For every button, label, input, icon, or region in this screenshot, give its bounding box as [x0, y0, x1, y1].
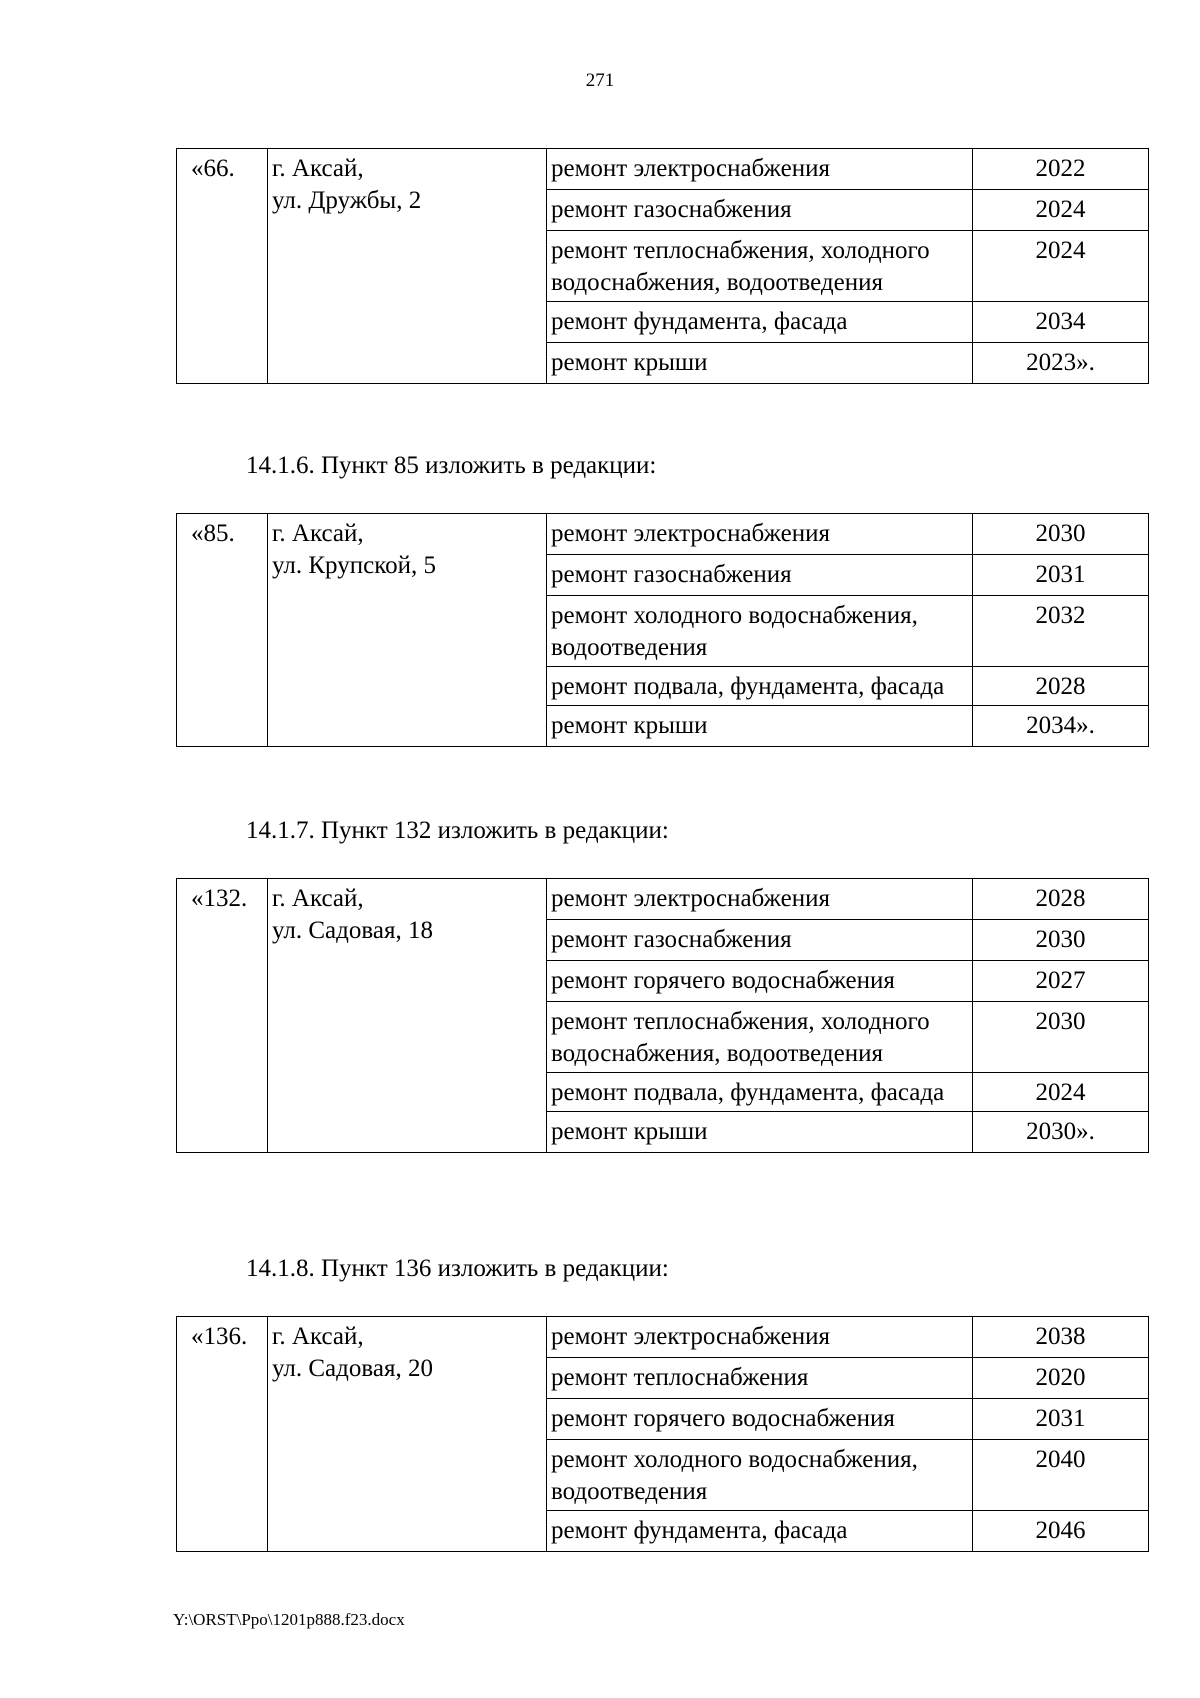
repair-schedule-table-85 — [176, 513, 1149, 747]
work-type: ремонт фундамента, фасада — [547, 302, 973, 343]
work-year: 2030 — [973, 514, 1149, 555]
work-type: ремонт теплоснабжения — [547, 1358, 973, 1399]
work-type: ремонт фундамента, фасада — [547, 1511, 973, 1552]
work-type: ремонт крыши — [547, 1112, 973, 1153]
work-year: 2030 — [973, 920, 1149, 961]
work-year: 2023». — [973, 343, 1149, 384]
address-city: г. Аксай, — [272, 520, 364, 547]
work-year: 2028 — [973, 667, 1149, 706]
work-type: ремонт подвала, фундамента, фасада — [547, 1073, 973, 1112]
work-type: ремонт электроснабжения — [547, 149, 973, 190]
work-year: 2034». — [973, 706, 1149, 747]
work-year: 2027 — [973, 961, 1149, 1002]
work-type: ремонт холодного водоснабжения, водоотведения — [547, 596, 973, 667]
repair-schedule-table-132 — [176, 878, 1149, 1153]
work-type: ремонт крыши — [547, 343, 973, 384]
address-street: ул. Крупской, 5 — [272, 552, 436, 579]
work-year: 2030 — [973, 1002, 1149, 1073]
work-type: ремонт электроснабжения — [547, 514, 973, 555]
work-type: ремонт холодного водоснабжения, водоотведения — [547, 1440, 973, 1511]
paragraph-14-1-6: 14.1.6. Пункт 85 изложить в редакции: — [246, 452, 657, 479]
work-year: 2030». — [973, 1112, 1149, 1153]
item-number: «132. — [177, 879, 268, 1153]
work-type: ремонт подвала, фундамента, фасада — [547, 667, 973, 706]
work-year: 2028 — [973, 879, 1149, 920]
work-year: 2046 — [973, 1511, 1149, 1552]
work-year: 2040 — [973, 1440, 1149, 1511]
page-number: 271 — [585, 70, 615, 91]
work-type: ремонт теплоснабжения, холодного водоснабжения, водоотведения — [547, 231, 973, 302]
work-year: 2031 — [973, 1399, 1149, 1440]
address-city: г. Аксай, — [272, 155, 364, 182]
item-number: «136. — [177, 1317, 268, 1552]
address-cell — [268, 149, 547, 384]
item-number: «85. — [177, 514, 268, 747]
address-city: г. Аксай, — [272, 1323, 364, 1350]
address-street: ул. Садовая, 20 — [272, 1355, 433, 1382]
work-year: 2031 — [973, 555, 1149, 596]
item-number: «66. — [177, 149, 268, 384]
work-type: ремонт электроснабжения — [547, 1317, 973, 1358]
work-year: 2024 — [973, 190, 1149, 231]
work-type: ремонт крыши — [547, 706, 973, 747]
work-year: 2024 — [973, 1073, 1149, 1112]
work-type: ремонт электроснабжения — [547, 879, 973, 920]
work-year: 2034 — [973, 302, 1149, 343]
work-type: ремонт газоснабжения — [547, 920, 973, 961]
address-street: ул. Садовая, 18 — [272, 917, 433, 944]
paragraph-14-1-8: 14.1.8. Пункт 136 изложить в редакции: — [246, 1255, 669, 1282]
work-type: ремонт теплоснабжения, холодного водоснабжения, водоотведения — [547, 1002, 973, 1073]
address-cell — [268, 514, 547, 747]
work-type: ремонт горячего водоснабжения — [547, 961, 973, 1002]
footer-file-path: Y:\ORST\Ppo\1201p888.f23.docx — [173, 1610, 405, 1629]
address-cell — [268, 1317, 547, 1552]
paragraph-14-1-7: 14.1.7. Пункт 132 изложить в редакции: — [246, 817, 669, 844]
repair-schedule-table-66 — [176, 148, 1149, 384]
work-year: 2038 — [973, 1317, 1149, 1358]
work-type: ремонт газоснабжения — [547, 555, 973, 596]
work-year: 2024 — [973, 231, 1149, 302]
repair-schedule-table-136 — [176, 1316, 1149, 1552]
work-year: 2020 — [973, 1358, 1149, 1399]
work-year: 2022 — [973, 149, 1149, 190]
work-type: ремонт горячего водоснабжения — [547, 1399, 973, 1440]
address-city: г. Аксай, — [272, 885, 364, 912]
address-cell — [268, 879, 547, 1153]
address-street: ул. Дружбы, 2 — [272, 187, 422, 214]
work-type: ремонт газоснабжения — [547, 190, 973, 231]
work-year: 2032 — [973, 596, 1149, 667]
